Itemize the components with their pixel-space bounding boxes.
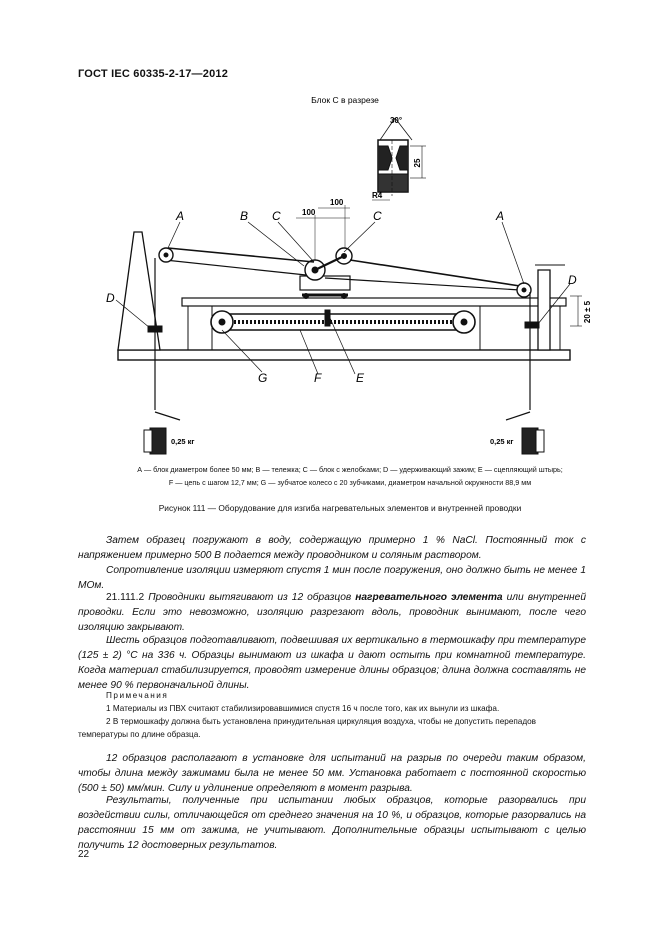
weight-right-label: 0,25 кг <box>490 437 514 446</box>
weight-left-label: 0,25 кг <box>171 437 195 446</box>
note-2: 2 В термошкафу должна быть установлена принудительная циркуляция воздуха, чтобы не допустить перепадов температуры по длине образца. <box>78 717 537 739</box>
figure-caption: Рисунок 111 — Оборудование для изгиба нагревательных элементов и внутренней проводки <box>158 503 522 513</box>
paragraph-4: Шесть образцов подготавливают, подвешивая их вертикально в термошкафу при температуре (125 ± 2) °С на 336 ч. Образцы вынимают из шкафа и дают остыть при комнатной температуре. Когда материал стабилизируется, проводят измерение длины образцов; длина должна составлять не менее 90 % первоначальной длины. <box>78 635 586 691</box>
paragraph-5: 12 образцов располагают в установке для испытаний на разрыв по очереди таким образом, чтобы длина между зажимами была не менее 50 мм. Установка работает с постоянной скоростью (500 ± 50) мм/мин. Силу и удлинение определяют в момент разрыва. <box>78 753 586 794</box>
label-f: F <box>314 371 322 385</box>
label-c-left: C <box>272 209 281 223</box>
paragraph-2: Сопротивление изоляции измеряют спустя 1 мин после погружения, оно должно быть не менее 1 МОм. <box>78 565 586 591</box>
page-number: 22 <box>78 849 90 860</box>
weights <box>144 412 544 454</box>
paragraph-3 <box>78 590 586 635</box>
label-d-right: D <box>568 273 577 287</box>
label-a-right: A <box>496 209 505 223</box>
dim-25: 25 <box>413 158 422 168</box>
p3-part-a: Проводники вытягивают из 12 образцов <box>148 592 352 603</box>
p3-bold-term: нагревательного элемента <box>355 592 503 603</box>
figure-legend-line-1: А — блок диаметром более 50 мм; В — тележка; С — блок с желобками; D — удерживающий зажим; Е — сцепляющий штырь; <box>137 465 563 474</box>
paragraph-1: Затем образец погружают в воду, содержащую примерно 1 % NaCl. Постоянный ток с напряжением примерно 500 В подается между проводником и соляным раствором. <box>78 535 586 561</box>
clause-number: 21.111.2 <box>106 592 145 603</box>
label-d-left: D <box>106 291 115 305</box>
dim-20: 20 ± 5 <box>583 300 592 324</box>
dim-100-a: 100 <box>302 208 316 217</box>
angle-label: 30° <box>389 116 403 125</box>
label-e: E <box>356 371 365 385</box>
note-1: 1 Материалы из ПВХ считают стабилизировавшимися спустя 16 ч после того, как их вынули из шкафа. <box>106 704 500 713</box>
label-a-left: A <box>176 209 185 223</box>
section-title: Блок С в разрезе <box>311 95 379 105</box>
figure-legend-line-2: F — цепь с шагом 12,7 мм; G — зубчатое колесо с 20 зубчиками, диаметром начальной окружности 88,9 мм <box>168 478 532 487</box>
chain-and-sprockets <box>211 310 475 333</box>
document-header: ГОСТ IEC 60335-2-17—2012 <box>78 68 229 80</box>
notes-title: Примечания <box>106 691 169 700</box>
label-b: B <box>240 209 249 223</box>
label-g: G <box>258 371 268 385</box>
dim-100-b: 100 <box>330 198 344 207</box>
label-c-right: C <box>373 209 382 223</box>
paragraph-6: Результаты, полученные при испытании любых образцов, которые разорвались при воздействии силы, отличающейся от среднего значения на 10 %, и образцов, которые разорвались на расстоянии 15 мм от зажима, не учитывают. Дополнительные образцы испытывают с целью получить 12 достоверных результатов. <box>78 795 586 851</box>
dim-r4: R4 <box>372 191 383 200</box>
p3-part-b: или внутренней проводки. Если это невозможно, изоляцию разрезают вдоль, проводник вынимают, после чего изоляцию закрывают. <box>78 592 586 633</box>
